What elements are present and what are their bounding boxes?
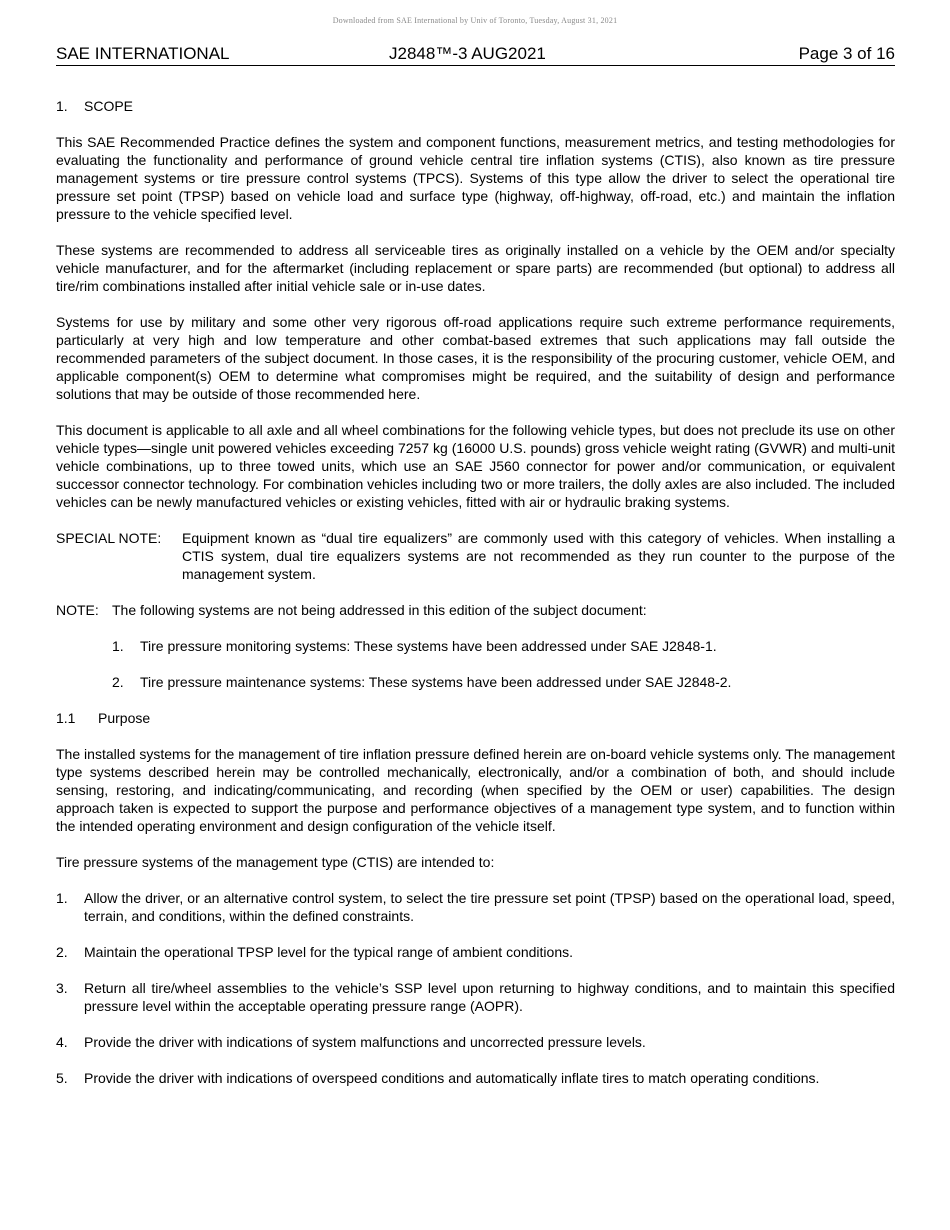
note bbox=[56, 601, 895, 619]
header-page-number: Page 3 of 16 bbox=[798, 44, 895, 63]
download-watermark: Downloaded from SAE International by Univ of Toronto, Tuesday, August 31, 2021 bbox=[332, 16, 618, 25]
list-item-number: 1. bbox=[56, 890, 68, 906]
special-note-text: Equipment known as “dual tire equalizers” are commonly used with this category of vehicles. When installing a CTIS system, dual tire equalizers systems are not recommended as they run counter to the purpose of the management system. bbox=[182, 530, 895, 582]
header-organization: SAE INTERNATIONAL bbox=[56, 44, 230, 63]
section-heading-scope bbox=[56, 97, 895, 115]
scope-paragraph: These systems are recommended to address all serviceable tires as originally installed on a vehicle by the OEM and/or specialty vehicle manufacturer, and for the aftermarket (including replacement or spare parts) are recommended (but optional) to address all tire/rim combinations installed after initial vehicle sale or in-use dates. bbox=[56, 242, 895, 294]
subsection-number: 1.1 bbox=[56, 710, 76, 726]
list-item-text: Return all tire/wheel assemblies to the vehicle’s SSP level upon returning to highway conditions, and to maintain this specified pressure level within the acceptable operating pressure range (AOPR). bbox=[84, 980, 895, 1014]
note-text: The following systems are not being addressed in this edition of the subject document: bbox=[112, 602, 647, 618]
subsection-title: Purpose bbox=[98, 710, 151, 726]
note-label: NOTE: bbox=[56, 602, 99, 618]
note-item-number: 1. bbox=[112, 638, 124, 654]
scope-paragraph: This SAE Recommended Practice defines the system and component functions, measurement metrics, and testing methodologies for evaluating the functionality and performance of ground vehicle central tire inflation systems (CTIS), also known as tire pressure management systems or tire pressure control systems (TPCS). Systems of this type allow the driver to select the operational tire pressure set point (TPSP) based on vehicle load and surface type (highway, off-highway, off-road, etc.) and maintain the inflation pressure to the vehicle specified level. bbox=[56, 134, 895, 222]
purpose-paragraph: The installed systems for the management of tire inflation pressure defined herein are on-board vehicle systems only. The management type systems described herein may be controlled mechanically, electronically, and/or a combination of both, and should include sensing, restoring, and indicating/communicating, and recording (when specified by the OEM or user) capabilities. The design approach taken is expected to support the purpose and performance objectives of a management type system, and to function within the intended operating environment and design configuration of the vehicle itself. bbox=[56, 746, 895, 834]
list-item-text: Provide the driver with indications of system malfunctions and uncorrected pressure levels. bbox=[84, 1034, 646, 1050]
scope-paragraph: Systems for use by military and some other very rigorous off-road applications require such extreme performance requirements, particularly at very high and low temperature and other combat-based extremes that such applications may fall outside the recommended parameters of the subject document. In those cases, it is the responsibility of the procuring customer, vehicle OEM, and applicable component(s) OEM to determine what compromises might be required, and the suitability of design and performance solutions that may be outside of those recommended here. bbox=[56, 314, 895, 402]
section-title: SCOPE bbox=[84, 98, 134, 114]
note-list-item bbox=[112, 637, 895, 655]
note-list-item bbox=[112, 673, 895, 691]
list-item-number: 4. bbox=[56, 1034, 68, 1050]
list-item-number: 5. bbox=[56, 1070, 68, 1086]
purpose-list-item bbox=[56, 979, 895, 1015]
special-note bbox=[56, 529, 895, 583]
note-item-number: 2. bbox=[112, 674, 124, 690]
page-header bbox=[56, 44, 895, 66]
list-item-text: Maintain the operational TPSP level for the typical range of ambient conditions. bbox=[84, 944, 573, 960]
purpose-list-item bbox=[56, 1033, 895, 1051]
note-item-text: Tire pressure maintenance systems: These systems have been addressed under SAE J2848-2. bbox=[140, 674, 732, 690]
list-item-text: Allow the driver, or an alternative control system, to select the tire pressure set point (TPSP) based on the operational load, speed, terrain, and conditions, within the defined constraints. bbox=[84, 890, 895, 924]
section-heading-purpose bbox=[56, 709, 895, 727]
list-item-text: Provide the driver with indications of overspeed conditions and automatically inflate tires to match operating conditions. bbox=[84, 1070, 820, 1086]
note-item-text: Tire pressure monitoring systems: These systems have been addressed under SAE J2848-1. bbox=[140, 638, 717, 654]
scope-paragraph: This document is applicable to all axle and all wheel combinations for the following vehicle types, but does not preclude its use on other vehicle types—single unit powered vehicles exceeding 7257 kg (16000 U.S. pounds) gross vehicle weight rating (GVWR) and multi-unit vehicle combinations, up to three towed units, which use an SAE J560 connector for power and/or communication, or equivalent successor connector technology. For combination vehicles including two or more trailers, the dolly axles are also included. The included vehicles can be newly manufactured vehicles or existing vehicles, fitted with air or hydraulic braking systems. bbox=[56, 422, 895, 510]
list-item-number: 2. bbox=[56, 944, 68, 960]
header-document-id: J2848™-3 AUG2021 bbox=[389, 44, 546, 63]
purpose-list-item bbox=[56, 889, 895, 925]
purpose-list-item bbox=[56, 943, 895, 961]
special-note-label: SPECIAL NOTE: bbox=[56, 530, 162, 546]
list-item-number: 3. bbox=[56, 980, 68, 996]
purpose-list-item bbox=[56, 1069, 895, 1087]
document-body bbox=[56, 97, 895, 1105]
section-number: 1. bbox=[56, 98, 68, 114]
purpose-paragraph: Tire pressure systems of the management type (CTIS) are intended to: bbox=[56, 854, 495, 870]
